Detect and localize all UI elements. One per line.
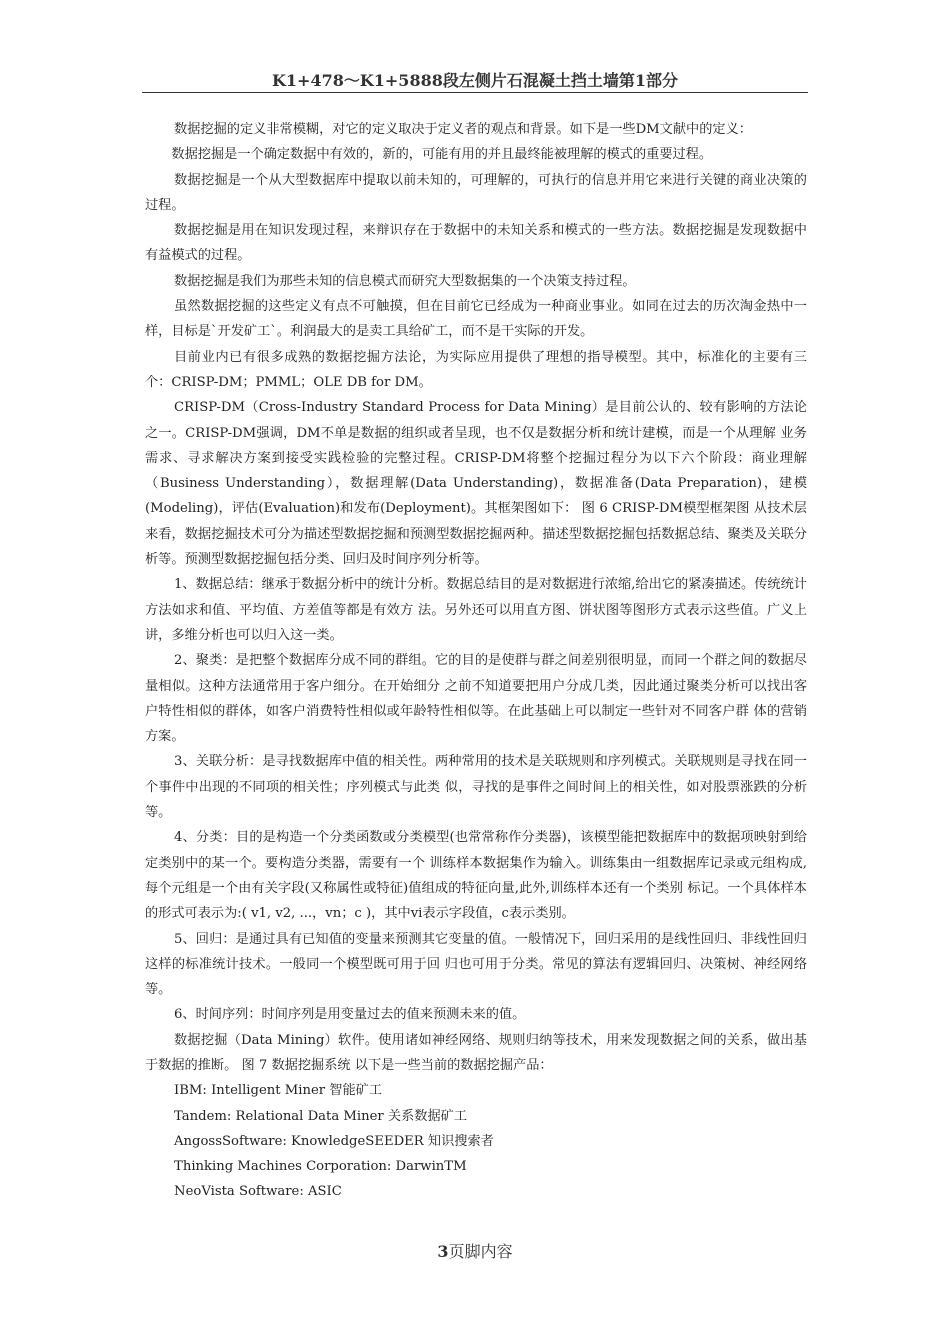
paragraph: 1、数据总结：继承于数据分析中的统计分析。数据总结目的是对数据进行浓缩,给出它的紧凑描述。传统统计方法如求和值、平均值、方差值等都是有效方 法。另外还可以用直方图、饼状图等图形方式表示这些值。广义上讲，多维分析也可以归入这一类。	[145, 577, 807, 643]
paragraph: 3、关联分析：是寻找数据库中值的相关性。两种常用的技术是关联规则和序列模式。关联规则是寻找在同一个事件中出现的不同项的相关性；序列模式与此类 似，寻找的是事件之间时间上的相关性，如对股票涨跌的分析等。	[145, 754, 807, 821]
page-footer	[0, 1241, 950, 1263]
page-number: 3	[437, 1242, 449, 1261]
footer-label: 页脚内容	[448, 1242, 513, 1261]
page-header-title: K1+478～K1+5888段左侧片石混凝土挡土墙第1部分	[272, 71, 678, 90]
paragraph: CRISP-DM（Cross-Industry Standard Process for Data Mining）是目前公认的、较有影响的方法论之一。CRISP-DM强调，DM不单是数据的组织或者呈现，也不仅是数据分析和统计建模，而是一个从理解 业务需求、寻求解决方案到接受实践检验的完整过程。CRISP-DM将整个挖掘过程分为以下六个阶段：商业理解（Business Understanding），数据理解(Data Understanding)，数据准备(Data Preparation)，建模(Modeling)，评估(Evaluation)和发布(Deployment)。其框架图如下： 图 6 CRISP-DM模型框架图 从技术层来看，数据挖掘技术可分为描述型数据挖掘和预测型数据挖掘两种。描述型数据挖掘包括数据总结、聚类及关联分析等。预测型数据挖掘包括分类、回归及时间序列分析等。	[145, 400, 807, 568]
paragraph: 数据挖掘（Data Mining）软件。使用诸如神经网络、规则归纳等技术，用来发现数据之间的关系，做出基于数据的推断。 图 7 数据挖掘系统 以下是一些当前的数据挖掘产品：	[145, 1032, 807, 1073]
paragraph: 2、聚类：是把整个数据库分成不同的群组。它的目的是使群与群之间差别很明显，而同一个群之间的数据尽量相似。这种方法通常用于客户细分。在开始细分 之前不知道要把用户分成几类，因此通过聚类分析可以找出客户特性相似的群体，如客户消费特性相似或年龄特性相似等。在此基础上可以制定一些针对不同客户群 体的营销方案。	[145, 653, 807, 745]
header-divider	[142, 92, 808, 93]
paragraph: 数据挖掘是用在知识发现过程，来辩识存在于数据中的未知关系和模式的一些方法。数据挖掘是发现数据中有益模式的过程。	[145, 223, 807, 264]
product-list-item: NeoVista Software: ASIC	[174, 1184, 342, 1200]
product-list-item: IBM: Intelligent Miner 智能矿工	[174, 1083, 383, 1099]
paragraph: 数据挖掘是一个确定数据中有效的，新的，可能有用的并且最终能被理解的模式的重要过程。	[171, 147, 713, 163]
paragraph: 数据挖掘是一个从大型数据库中提取以前未知的，可理解的，可执行的信息并用它来进行关键的商业决策的过程。	[145, 172, 807, 213]
product-list-item: AngossSoftware: KnowledgeSEEDER 知识搜索者	[174, 1133, 494, 1149]
paragraph: 5、回归：是通过具有已知值的变量来预测其它变量的值。一般情况下，回归采用的是线性回归、非线性回归这样的标准统计技术。一般同一个模型既可用于回 归也可用于分类。常见的算法有逻辑回归、决策树、神经网络等。	[145, 931, 807, 998]
product-list-item: Tandem: Relational Data Miner 关系数据矿工	[174, 1108, 468, 1124]
paragraph: 数据挖掘的定义非常模糊，对它的定义取决于定义者的观点和背景。如下是一些DM文献中的定义：	[174, 122, 752, 137]
paragraph: 6、时间序列：时间序列是用变量过去的值来预测未来的值。	[174, 1007, 526, 1023]
paragraph: 虽然数据挖掘的这些定义有点不可触摸，但在目前它已经成为一种商业事业。如同在过去的历次淘金热中一样，目标是`开发矿工`。利润最大的是卖工具给矿工，而不是干实际的开发。	[145, 299, 807, 340]
product-list-item: Thinking Machines Corporation: DarwinTM	[174, 1159, 467, 1175]
document-body	[145, 117, 807, 1205]
paragraph: 目前业内已有很多成熟的数据挖掘方法论，为实际应用提供了理想的指导模型。其中，标准化的主要有三个：CRISP-DM；PMML；OLE DB for DM。	[145, 349, 807, 390]
paragraph: 数据挖掘是我们为那些未知的信息模式而研究大型数据集的一个决策支持过程。	[174, 273, 636, 289]
paragraph: 4、分类：目的是构造一个分类函数或分类模型(也常常称作分类器)，该模型能把数据库中的数据项映射到给定类别中的某一个。要构造分类器，需要有一个 训练样本数据集作为输入。训练集由一组数据库记录或元组构成,每个元组是一个由有关字段(又称属性或特征)值组成的特征向量,此外,训练样本还有一个类别 标记。一个具体样本的形式可表示为:( v1, v2, ...，vn；c )，其中vi表示字段值，c表示类别。	[145, 830, 807, 922]
